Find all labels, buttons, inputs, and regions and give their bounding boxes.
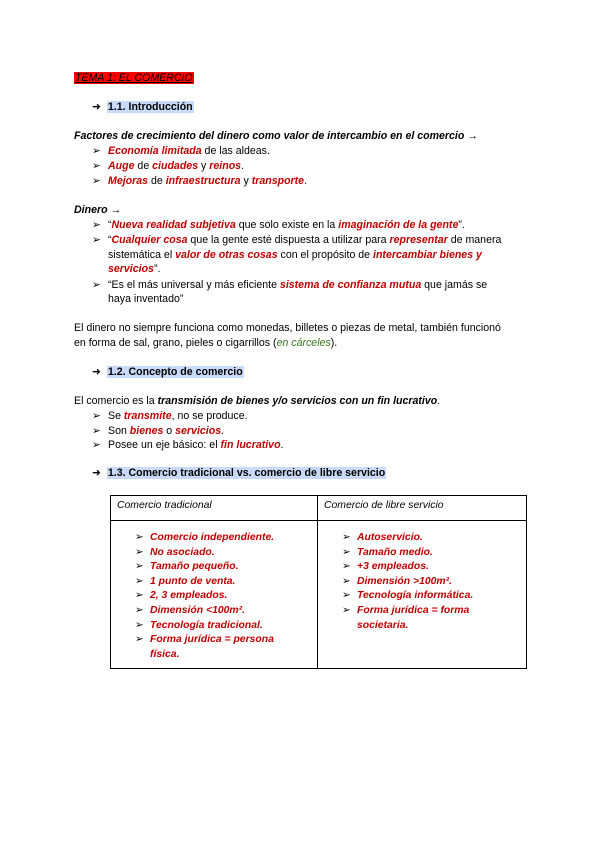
paragraph-line: en forma de sal, grano, pieles o cigarrillos (en cárceles). xyxy=(74,337,338,349)
section-heading-comparativa: ➜ 1.3. Comercio tradicional vs. comercio de libre servicio xyxy=(92,467,386,479)
bullet-icon: ➢ xyxy=(92,160,101,172)
tema-title: TEMA 1: EL COMERCIO xyxy=(75,72,193,84)
section-heading-concepto: ➜ 1.2. Concepto de comercio xyxy=(92,366,243,378)
list-item-continuation: haya inventado” xyxy=(108,293,184,305)
list-item: ➢ Son bienes o servicios. xyxy=(92,425,225,437)
bullet-icon: ➢ xyxy=(92,234,101,246)
list-item: ➢ Posee un eje básico: el fin lucrativo. xyxy=(92,439,284,451)
list-item: ➢ Mejoras de infraestructura y transporte. xyxy=(92,175,308,187)
list-item: ➢ Autoservicio. xyxy=(324,531,520,546)
libre-servicio-list xyxy=(324,531,520,633)
table-header-row xyxy=(111,496,527,521)
bullet-icon: ➢ xyxy=(135,619,144,631)
list-item: ➢ Dimensión >100m². xyxy=(324,575,520,590)
bullet-icon: ➢ xyxy=(135,634,144,646)
column-header-libre-servicio: Comercio de libre servicio xyxy=(318,496,527,521)
concepto-intro: El comercio es la transmisión de bienes y/o servicios con un fin lucrativo. xyxy=(74,395,441,407)
bullet-icon: ➢ xyxy=(342,604,351,616)
bullet-icon: ➢ xyxy=(342,546,351,558)
bullet-icon: ➢ xyxy=(342,575,351,587)
list-item-continuation: servicios”. xyxy=(108,263,161,275)
bullet-icon: ➢ xyxy=(92,279,101,291)
table-cell-tradicional xyxy=(111,521,318,669)
list-item: ➢ Economía limitada de las aldeas. xyxy=(92,145,270,157)
list-item: ➢ 2, 3 empleados. xyxy=(117,589,311,604)
list-item: ➢ Tamaño pequeño. xyxy=(117,560,311,575)
bullet-icon: ➢ xyxy=(92,145,101,157)
list-item: ➢ Comercio independiente. xyxy=(117,531,311,546)
arrow-icon: ➜ xyxy=(92,366,101,378)
bullet-icon: ➢ xyxy=(342,561,351,573)
tradicional-list xyxy=(117,531,311,662)
list-item: ➢ Forma jurídica = persona xyxy=(117,633,311,648)
list-item: ➢ +3 empleados. xyxy=(324,560,520,575)
bullet-icon: ➢ xyxy=(135,575,144,587)
list-item: ➢ “Es el más universal y más eficiente sistema de confianza mutua que jamás se xyxy=(92,279,488,291)
arrow-icon: ➜ xyxy=(92,467,101,479)
bullet-icon: ➢ xyxy=(135,590,144,602)
list-item: societaria. xyxy=(357,619,409,631)
list-item: ➢ Se transmite, no se produce. xyxy=(92,410,248,422)
dinero-heading: Dinero → xyxy=(74,204,122,216)
paragraph-line: El dinero no siempre funciona como monedas, billetes o piezas de metal, también funcionó xyxy=(74,322,501,334)
bullet-icon: ➢ xyxy=(135,561,144,573)
arrow-icon: ➜ xyxy=(92,101,101,113)
table-cell-libre-servicio xyxy=(318,521,527,669)
bullet-icon: ➢ xyxy=(92,425,101,437)
table-row xyxy=(111,521,527,669)
list-item: ➢ Tecnología tradicional. xyxy=(117,619,311,634)
list-item: física. xyxy=(150,648,180,660)
bullet-icon: ➢ xyxy=(92,219,101,231)
list-item: ➢ Tamaño medio. xyxy=(324,546,520,561)
column-header-tradicional: Comercio tradicional xyxy=(111,496,318,521)
list-item: ➢ Auge de ciudades y reinos. xyxy=(92,160,245,172)
list-item: ➢ “Cualquier cosa que la gente esté dispuesta a utilizar para representar de manera xyxy=(92,234,502,246)
bullet-icon: ➢ xyxy=(135,546,144,558)
list-item-continuation: sistemática el valor de otras cosas con el propósito de intercambiar bienes y xyxy=(108,249,482,261)
list-item: ➢ Forma jurídica = forma xyxy=(324,604,520,619)
factors-heading: Factores de crecimiento del dinero como valor de intercambio en el comercio → xyxy=(74,130,478,142)
bullet-icon: ➢ xyxy=(92,175,101,187)
section-heading-introduccion: ➜ 1.1. Introducción xyxy=(92,101,193,113)
bullet-icon: ➢ xyxy=(92,410,101,422)
comparison-table xyxy=(110,495,527,669)
list-item: ➢ Tecnología informática. xyxy=(324,589,520,604)
bullet-icon: ➢ xyxy=(342,532,351,543)
list-item: ➢ Dimensión <100m². xyxy=(117,604,311,619)
list-item: ➢ “Nueva realidad subjetiva que solo existe en la imaginación de la gente”. xyxy=(92,219,465,231)
bullet-icon: ➢ xyxy=(135,604,144,616)
list-item: ➢ 1 punto de venta. xyxy=(117,575,311,590)
list-item: ➢ No asociado. xyxy=(117,546,311,561)
bullet-icon: ➢ xyxy=(135,532,144,543)
bullet-icon: ➢ xyxy=(342,590,351,602)
bullet-icon: ➢ xyxy=(92,439,101,451)
